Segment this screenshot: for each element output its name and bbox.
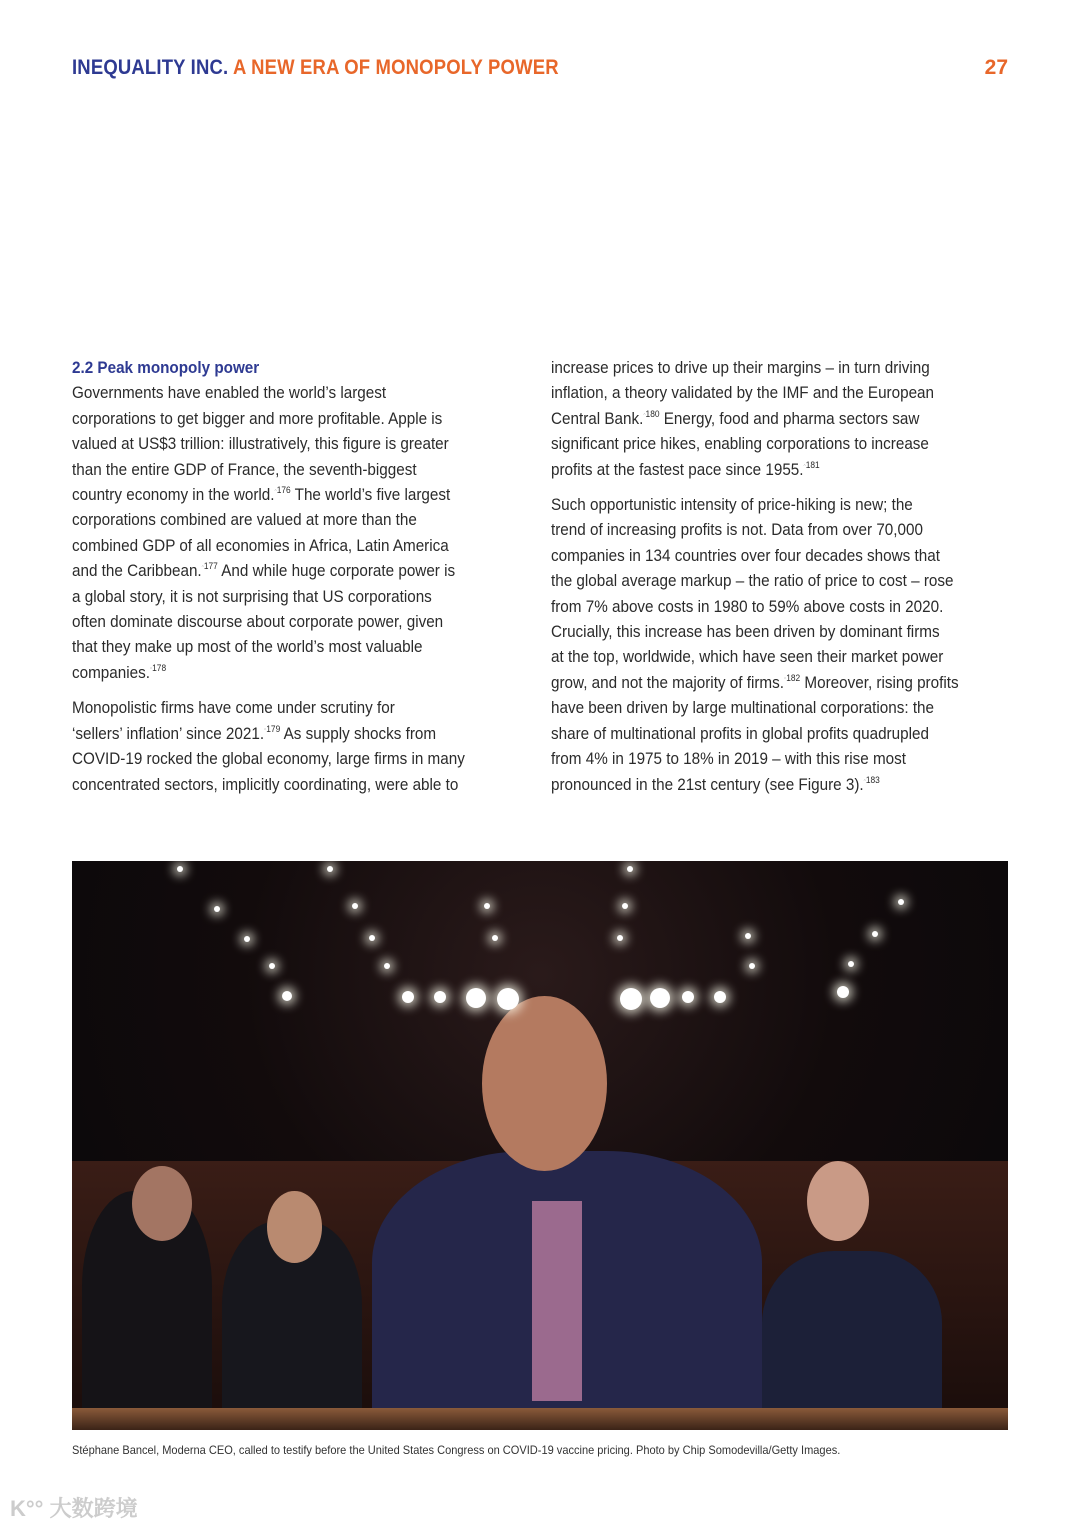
- text-line: inflation, a theory validated by the IMF and the European: [551, 384, 935, 403]
- text-line: grow, and not the majority of firms.$^{\^{}182}$ Moreover, rising profits: [551, 672, 959, 692]
- paragraph: [551, 493, 1021, 798]
- footnote-ref: ^182: [783, 672, 801, 683]
- report-subtitle: A NEW ERA OF MONOPOLY POWER: [232, 56, 559, 79]
- stage-light: [402, 991, 414, 1003]
- stage-light: [434, 991, 446, 1003]
- footnote-ref: ^179: [264, 723, 281, 734]
- stage-light: [244, 936, 250, 942]
- photo-audience-head: [132, 1166, 192, 1241]
- stage-light: [898, 899, 904, 905]
- text-line: have been driven by large multinational corporations: the: [551, 699, 935, 718]
- stage-light: [484, 903, 490, 909]
- text-line: pronounced in the 21st century (see Figure 3).$^{\^{}183}$: [551, 774, 880, 794]
- stage-light: [282, 991, 292, 1001]
- stage-light: [714, 991, 726, 1003]
- text-line: often dominate discourse about corporate power, given: [72, 613, 444, 632]
- photo-caption: Stéphane Bancel, Moderna CEO, called to testify before the United States Congress on COVID-19 vaccine pricing. Photo by Chip Somodevilla/Getty Images.: [72, 1443, 841, 1457]
- text-line: corporations combined are valued at more than the: [72, 511, 417, 530]
- report-title: INEQUALITY INC.: [72, 56, 229, 79]
- footnote-ref: ^177: [201, 561, 218, 572]
- photo-audience-head: [807, 1161, 869, 1241]
- text-line: the global average markup – the ratio of price to cost – rose: [551, 572, 954, 591]
- text-line: significant price hikes, enabling corporations to increase: [551, 435, 929, 454]
- text-line: country economy in the world.$^{\^{}176}$ The world’s five largest: [72, 485, 451, 505]
- text-line: concentrated sectors, implicitly coordinating, were able to: [72, 775, 459, 794]
- photo-audience-head: [267, 1191, 322, 1263]
- text-line: companies in 134 countries over four decades shows that: [551, 546, 940, 565]
- photo-tie: [532, 1201, 582, 1401]
- photo-main-subject-head: [482, 996, 607, 1171]
- stage-light: [837, 986, 849, 998]
- text-line: combined GDP of all economies in Africa, Latin America: [72, 536, 449, 555]
- running-header: [72, 56, 559, 80]
- text-line: a global story, it is not surprising that US corporations: [72, 587, 432, 606]
- text-line: valued at US$3 trillion: illustratively, this figure is greater: [72, 435, 449, 454]
- text-line: from 7% above costs in 1980 to 59% above costs in 2020.: [551, 597, 944, 616]
- text-line: from 4% in 1975 to 18% in 2019 – with this rise most: [551, 750, 907, 769]
- page-number: 27: [984, 56, 1008, 79]
- text-line: Central Bank.$^{\^{}180}$ Energy, food and pharma sectors saw: [551, 408, 920, 428]
- paragraph: [72, 381, 542, 686]
- watermark-logo: K°° 大数跨境: [10, 1496, 138, 1521]
- stage-light: [650, 988, 670, 1008]
- stage-light: [627, 866, 633, 872]
- text-line: COVID-19 rocked the global economy, large firms in many: [72, 750, 465, 769]
- stage-light: [327, 866, 333, 872]
- footnote-ref: ^181: [803, 459, 820, 470]
- footnote-ref: ^178: [149, 662, 167, 673]
- text-line: profits at the fastest pace since 1955.$^{\^{}181}$: [551, 459, 820, 479]
- text-line: Such opportunistic intensity of price-hiking is new; the: [551, 496, 913, 515]
- footnote-ref: ^183: [863, 774, 880, 785]
- text-line: ‘sellers’ inflation’ since 2021.$^{\^{}179}$ As supply shocks from: [72, 723, 437, 743]
- text-line: at the top, worldwide, which have seen their market power: [551, 648, 944, 667]
- paragraph: [551, 356, 1021, 483]
- stage-light: [749, 963, 755, 969]
- right-column: [551, 356, 1021, 798]
- text-line: than the entire GDP of France, the seventh-biggest: [72, 460, 417, 479]
- photo-audience-person: [762, 1251, 942, 1430]
- stage-light: [497, 988, 519, 1010]
- stage-light: [620, 988, 642, 1010]
- stage-light: [682, 991, 694, 1003]
- stage-light: [269, 963, 275, 969]
- section-heading: 2.2 Peak monopoly power: [72, 359, 260, 377]
- text-line: increase prices to drive up their margins – in turn driving: [551, 359, 930, 377]
- footnote-ref: ^176: [274, 485, 291, 496]
- text-line: corporations to get bigger and more profitable. Apple is: [72, 409, 443, 428]
- text-line: share of multinational profits in global profits quadrupled: [551, 724, 929, 743]
- left-column: [72, 356, 542, 798]
- text-line: trend of increasing profits is not. Data from over 70,000: [551, 521, 923, 540]
- paragraph-gap: [72, 686, 542, 696]
- stage-light: [872, 931, 878, 937]
- stage-light: [745, 933, 751, 939]
- stage-light: [622, 903, 628, 909]
- text-line: Monopolistic firms have come under scrutiny for: [72, 699, 395, 718]
- photo-desk: [72, 1408, 1008, 1430]
- footnote-ref: ^180: [643, 408, 660, 419]
- stage-light: [369, 935, 375, 941]
- stage-light: [492, 935, 498, 941]
- stage-light: [617, 935, 623, 941]
- stage-light: [352, 903, 358, 909]
- stage-light: [214, 906, 220, 912]
- paragraph-gap: [551, 483, 1021, 493]
- text-line: companies.$^{\^{}178}$: [72, 662, 167, 682]
- stage-light: [384, 963, 390, 969]
- text-line: and the Caribbean.$^{\^{}177}$ And while huge corporate power is: [72, 561, 456, 581]
- stage-light: [848, 961, 854, 967]
- text-line: Governments have enabled the world’s largest: [72, 384, 387, 403]
- text-line: that they make up most of the world’s most valuable: [72, 638, 423, 657]
- paragraph: [72, 696, 542, 798]
- hearing-photo: [72, 861, 1008, 1430]
- text-line: Crucially, this increase has been driven by dominant firms: [551, 623, 940, 642]
- stage-light: [466, 988, 486, 1008]
- stage-light: [177, 866, 183, 872]
